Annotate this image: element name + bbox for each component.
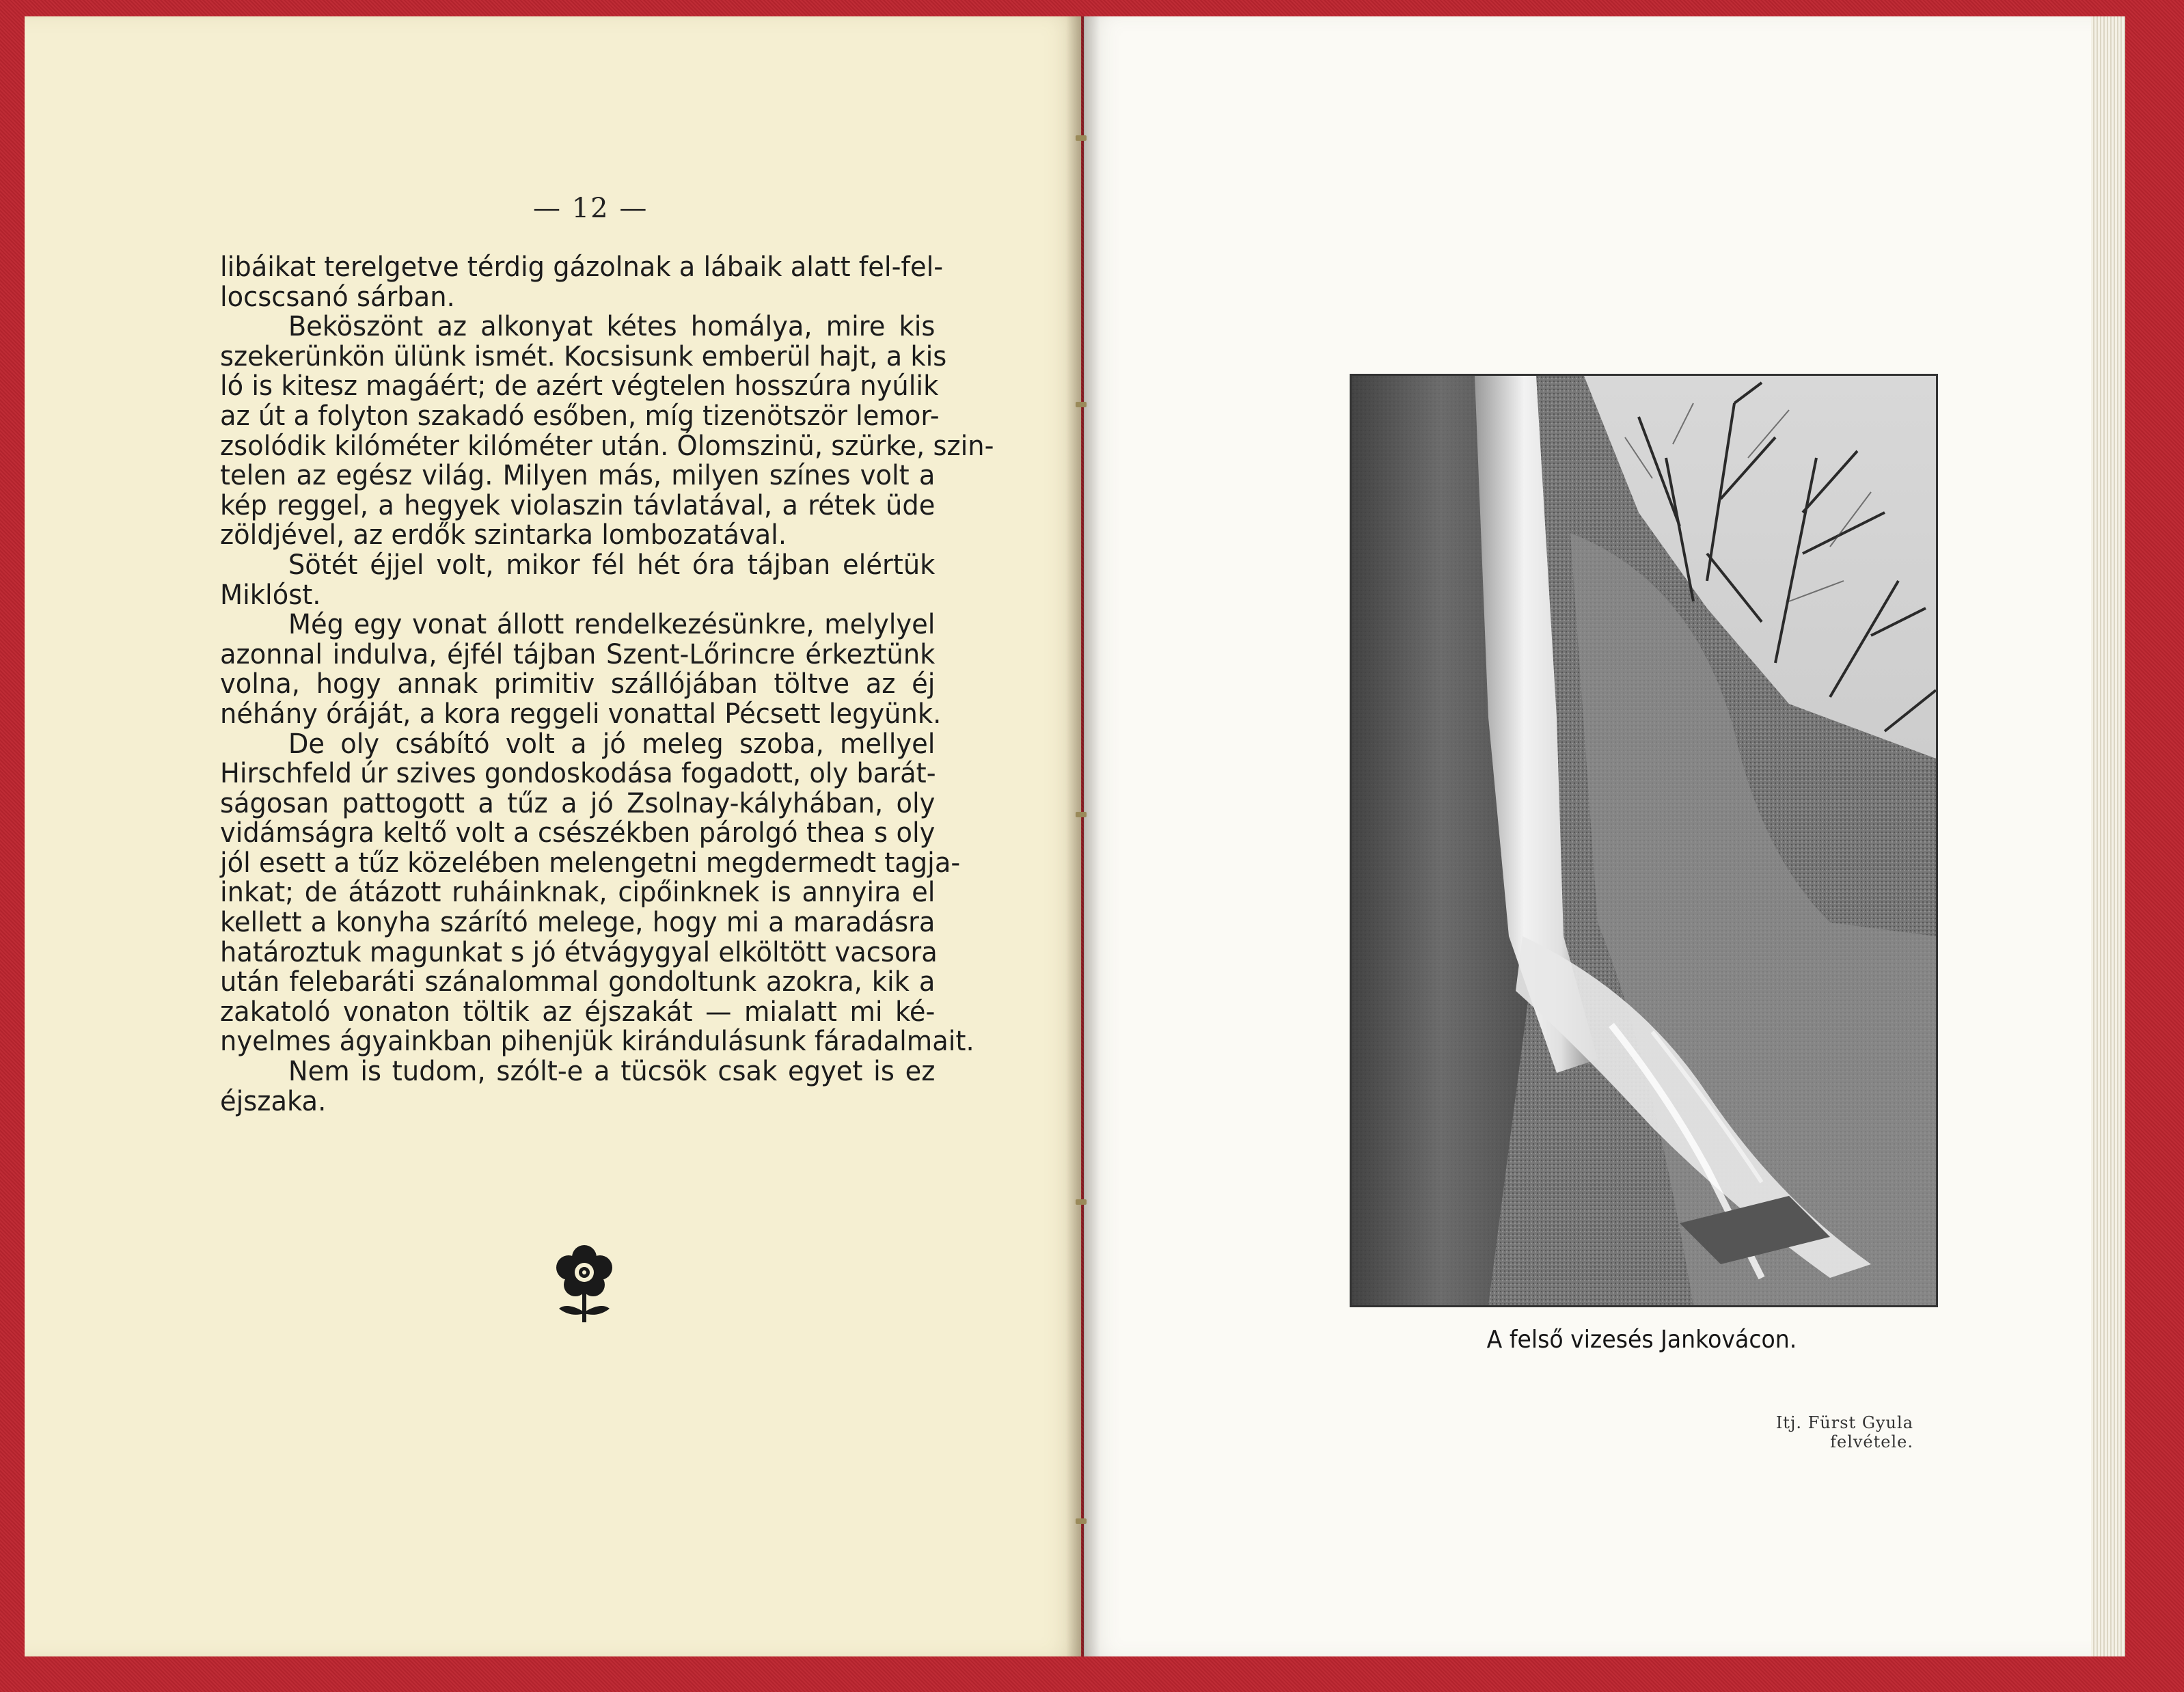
text-line: volna, hogy annak primitiv szállójában töltve az éj — [220, 668, 936, 700]
text-line: az út a folyton szakadó esőben, míg tizenötször lemor- — [220, 400, 940, 432]
text-line: zöldjével, az erdők szintarka lombozatával. — [220, 519, 787, 551]
binding-stitch — [1076, 812, 1087, 817]
page-edges — [2091, 16, 2125, 1656]
binding-stitch — [1076, 1199, 1087, 1205]
text-line: ló is kitesz magáért; de azért végtelen hosszúra nyúlik — [220, 370, 939, 402]
binding-stitch — [1076, 1518, 1087, 1524]
page-number: — 12 — — [533, 193, 649, 224]
text-line: zakatoló vonaton töltik az éjszakát — mialatt mi ké- — [220, 996, 936, 1028]
text-line: kép reggel, a hegyek violaszin távlatával, a rétek üde — [220, 489, 936, 521]
flower-ornament-icon — [547, 1237, 622, 1326]
text-line: után felebaráti szánalommal gondoltunk azokra, kik a — [220, 966, 936, 998]
text-line: libáikat terelgetve térdig gázolnak a lábaik alatt fel-fel- — [220, 251, 944, 283]
text-line: Nem is tudom, szólt-e a tücsök csak egyet is ez — [288, 1056, 936, 1088]
photo-credit: Itj. Fürst Gyula felvétele. — [1775, 1413, 1913, 1451]
text-line: Még egy vonat állott rendelkezésünkre, melylyel — [288, 609, 936, 641]
body-text — [220, 251, 994, 1117]
text-line: inkat; de átázott ruháinknak, cipőinknek is annyira el — [220, 877, 936, 909]
text-line: De oly csábító volt a jó meleg szoba, mellyel — [288, 728, 936, 760]
text-line: Miklóst. — [220, 579, 321, 611]
text-line: szekerünkön ülünk ismét. Kocsisunk emberül hajt, a kis — [220, 340, 947, 372]
photo-caption: A felső vizesés Jankovácon. — [1486, 1326, 1797, 1354]
text-line: Hirschfeld úr szives gondoskodása fogadott, oly barát- — [220, 758, 936, 790]
text-line: éjszaka. — [220, 1085, 327, 1117]
text-line: jól esett a tűz közelében melengetni megdermedt tagja- — [220, 847, 961, 879]
text-line: vidámságra keltő volt a csészékben párolgó thea s oly — [220, 817, 936, 849]
text-line: azonnal indulva, éjfél tájban Szent-Lőrincre érkeztünk — [220, 638, 936, 670]
text-line: határoztuk magunkat s jó étvágygyal elköltött vacsora — [220, 936, 938, 968]
text-line: nyelmes ágyainkban pihenjük kirándulásunk fáradalmait. — [220, 1026, 974, 1058]
text-line: locscsanó sárban. — [220, 281, 455, 313]
spine-gutter — [1066, 16, 1100, 1656]
text-line: kellett a konyha szárító melege, hogy mi a maradásra — [220, 907, 936, 939]
text-line: zsolódik kilóméter kilóméter után. Ólomszinü, szürke, szin- — [220, 430, 994, 462]
text-line: telen az egész világ. Milyen más, milyen színes volt a — [220, 460, 936, 492]
text-line: néhány óráját, a kora reggeli vonattal Pécsett legyünk. — [220, 698, 942, 730]
waterfall-photo — [1350, 374, 1938, 1307]
text-line: Sötét éjjel volt, mikor fél hét óra tájban elértük — [288, 549, 936, 581]
binding-stitch — [1076, 135, 1087, 141]
text-line: Beköszönt az alkonyat kétes homálya, mire kis — [288, 311, 936, 343]
binding-stitch — [1076, 402, 1087, 407]
text-line: ságosan pattogott a tűz a jó Zsolnay-kályhában, oly — [220, 787, 936, 819]
